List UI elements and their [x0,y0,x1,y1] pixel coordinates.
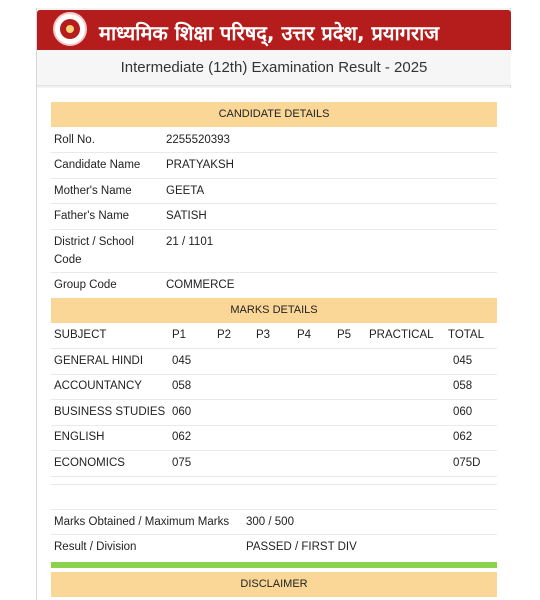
status-bar [51,562,497,568]
subject-cell: ACCOUNTANCY [54,380,142,392]
table-row [51,426,497,451]
total-cell: 060 [453,406,473,418]
marks-obtained-label: Marks Obtained / Maximum Marks [54,516,230,528]
page-title: Intermediate (12th) Examination Result - 2025 [37,50,511,86]
father-name-label: Father's Name [54,210,130,222]
p1-cell: 075 [172,457,192,469]
result-division-value: PASSED / FIRST DIV [246,541,357,553]
district-school-value: 21 / 1101 [166,236,214,248]
col-subject: SUBJECT [54,329,107,341]
roll-no-value: 2255520393 [166,134,230,146]
total-cell: 075D [453,457,481,469]
district-school-row [51,230,497,273]
col-p5: P5 [337,329,352,341]
subject-cell: ENGLISH [54,431,105,443]
result-division-label: Result / Division [54,541,137,553]
table-spacer [51,485,497,510]
father-name-value: SATISH [166,210,207,222]
group-code-row [51,273,497,298]
district-school-label: District / School Code [54,236,134,266]
p1-cell: 062 [172,431,192,443]
table-row [51,452,497,477]
p1-cell: 058 [172,380,192,392]
candidate-details-heading: CANDIDATE DETAILS [51,102,497,127]
board-emblem-icon [53,12,87,46]
total-cell: 058 [453,380,473,392]
marks-obtained-value: 300 / 500 [246,516,294,528]
candidate-name-label: Candidate Name [54,159,141,171]
total-cell: 045 [453,355,473,367]
disclaimer-heading: DISCLAIMER [51,572,497,597]
total-cell: 062 [453,431,473,443]
col-p2: P2 [217,329,232,341]
col-p3: P3 [256,329,271,341]
subject-cell: BUSINESS STUDIES [54,406,166,418]
father-name-row [51,204,497,230]
result-division-row [51,535,497,560]
roll-no-row [51,128,497,153]
header-bar [37,10,511,50]
col-total: TOTAL [448,329,484,341]
emblem-core [66,25,74,33]
marks-obtained-row [51,510,497,535]
col-p4: P4 [297,329,312,341]
subject-cell: GENERAL HINDI [54,355,144,367]
marks-header-row [51,324,497,349]
col-p1: P1 [172,329,187,341]
table-row [51,375,497,400]
mother-name-value: GEETA [166,185,205,197]
p1-cell: 060 [172,406,192,418]
emblem-inner [60,19,80,39]
marks-details-heading: MARKS DETAILS [51,298,497,323]
table-row [51,401,497,426]
p1-cell: 045 [172,355,192,367]
mother-name-row [51,179,497,204]
group-code-value: COMMERCE [166,279,235,291]
mother-name-label: Mother's Name [54,185,132,197]
table-row [51,350,497,375]
col-practical: PRACTICAL [369,329,434,341]
board-name: माध्यमिक शिक्षा परिषद्, उत्तर प्रदेश, प्रयागराज [99,21,440,45]
table-divider [51,477,497,485]
roll-no-label: Roll No. [54,134,95,146]
candidate-name-value: PRATYAKSH [166,159,234,171]
candidate-name-row [51,153,497,179]
group-code-label: Group Code [54,279,117,291]
subject-cell: ECONOMICS [54,457,125,469]
